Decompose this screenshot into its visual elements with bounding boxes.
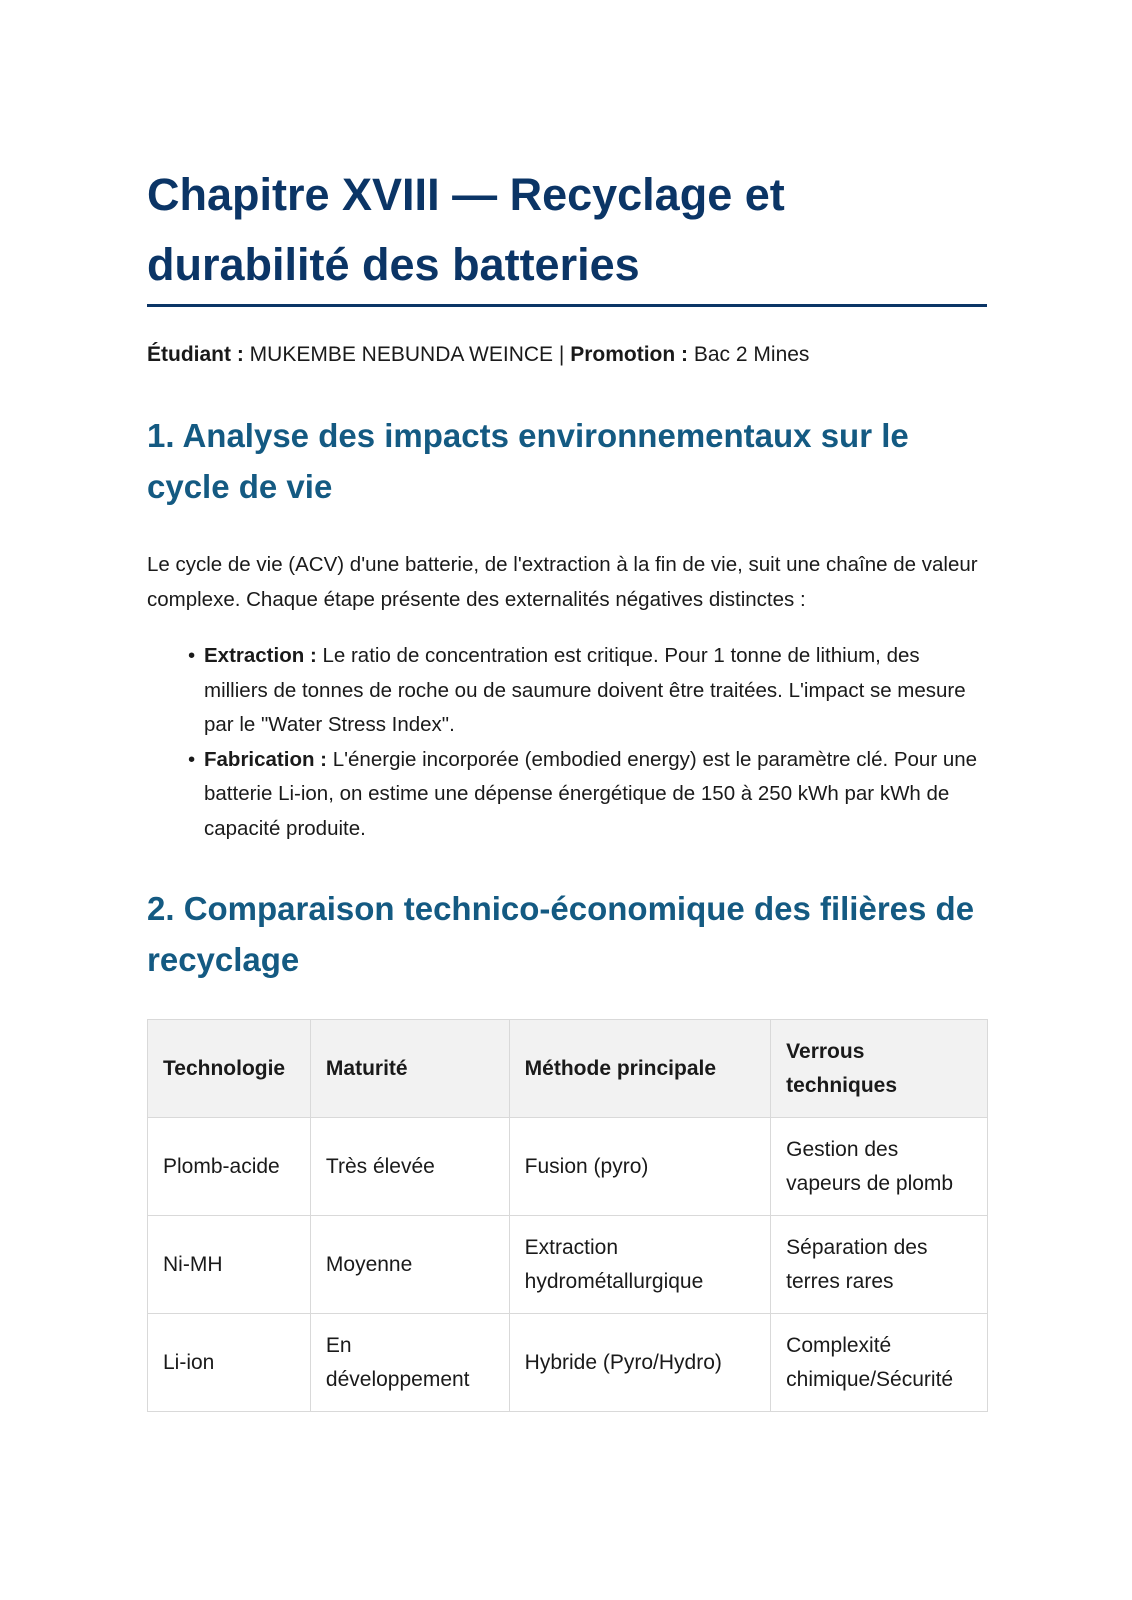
column-header: Verrous techniques — [771, 1020, 988, 1118]
table-cell: En développement — [310, 1314, 509, 1412]
promotion-label: Promotion : — [570, 343, 689, 366]
list-item — [188, 743, 987, 847]
bullet-label: Extraction : — [204, 644, 317, 667]
student-info — [147, 341, 987, 369]
table-cell: Li-ion — [148, 1314, 311, 1412]
column-header: Maturité — [310, 1020, 509, 1118]
column-header: Méthode principale — [509, 1020, 771, 1118]
recycling-comparison-table — [147, 1019, 988, 1412]
table-cell: Séparation des terres rares — [771, 1216, 988, 1314]
table-cell: Fusion (pyro) — [509, 1118, 771, 1216]
table-header-row — [148, 1020, 988, 1118]
table-cell: Complexité chimique/Sécurité — [771, 1314, 988, 1412]
bullet-icon: • — [188, 747, 196, 771]
table-cell: Très élevée — [310, 1118, 509, 1216]
meta-separator: | — [558, 343, 565, 366]
document-page — [147, 160, 987, 1412]
bullet-icon: • — [188, 644, 196, 667]
section-heading-impacts: 1. Analyse des impacts environnementaux sur le cycle de vie — [147, 417, 909, 505]
table-cell: Gestion des vapeurs de plomb — [771, 1118, 988, 1216]
section-intro-paragraph: Le cycle de vie (ACV) d'une batterie, de l'extraction à la fin de vie, suit une chaîne de valeur complexe. Chaque étape présente des externalités négatives distinctes : — [147, 553, 978, 611]
page-title: Chapitre XVIII — Recyclage et durabilité des batteries — [147, 160, 987, 307]
column-header: Technologie — [148, 1020, 311, 1118]
section-heading-recycling: 2. Comparaison technico-économique des filières de recyclage — [147, 890, 975, 978]
table-cell: Ni-MH — [148, 1216, 311, 1314]
student-name: MUKEMBE NEBUNDA WEINCE — [249, 343, 554, 366]
impacts-bullet-list — [147, 639, 987, 846]
table-row — [148, 1216, 988, 1314]
table-cell: Hybride (Pyro/Hydro) — [509, 1314, 771, 1412]
table-cell: Plomb-acide — [148, 1118, 311, 1216]
bullet-text: Le ratio de concentration est critique. Pour 1 tonne de lithium, des milliers de tonnes de roche ou de saumure doivent être traitées. L'impact se mesure par le "Water Stress Index". — [204, 644, 966, 736]
bullet-text: L'énergie incorporée (embodied energy) est le paramètre clé. Pour une batterie Li-ion, on estime une dépense énergétique de 150 à 250 kWh par kWh de capacité produite. — [204, 747, 978, 840]
student-label: Étudiant : — [147, 343, 244, 366]
table-row — [148, 1314, 988, 1412]
promotion-value: Bac 2 Mines — [693, 343, 810, 366]
list-item — [188, 639, 987, 743]
table-cell: Extraction hydrométallurgique — [509, 1216, 771, 1314]
bullet-label: Fabrication : — [204, 747, 328, 771]
table-cell: Moyenne — [310, 1216, 509, 1314]
table-row — [148, 1118, 988, 1216]
